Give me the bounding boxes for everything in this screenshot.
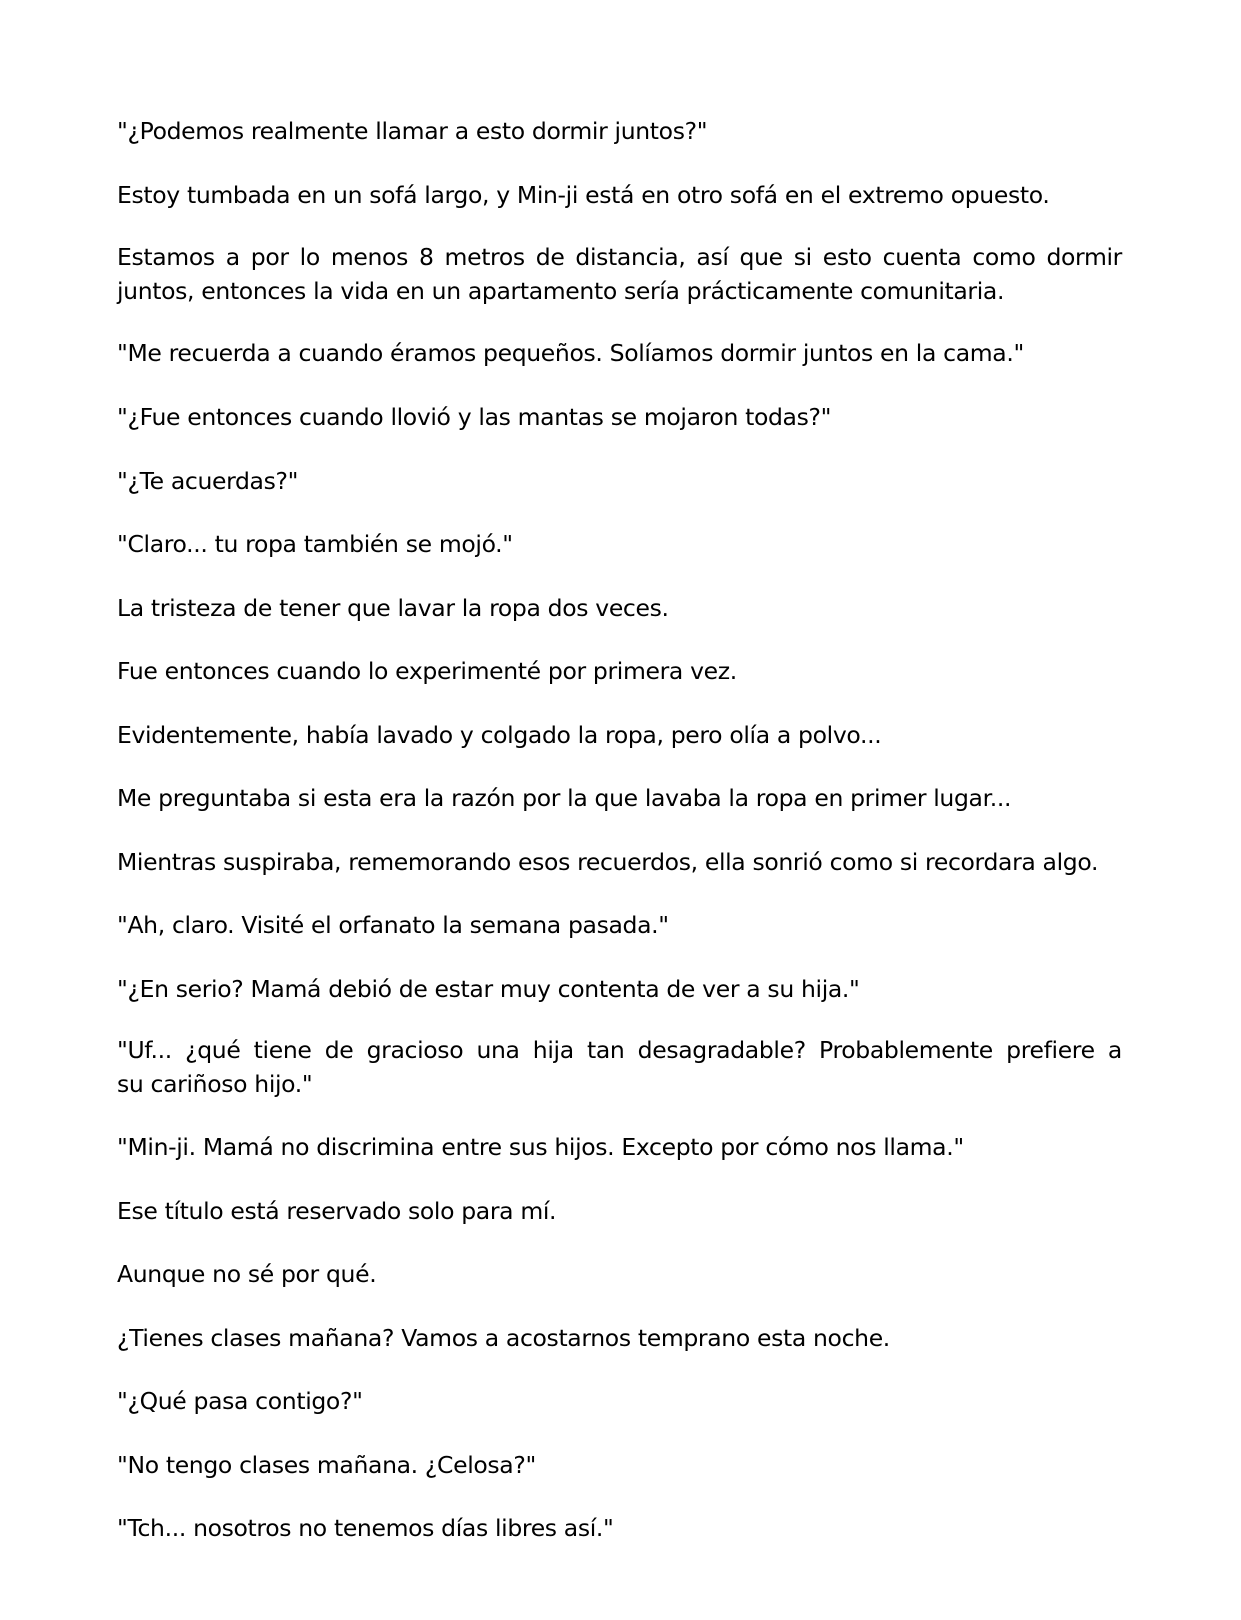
text-line: "¿Te acuerdas?" [117,467,299,495]
text-line: "¿Qué pasa contigo?" [117,1387,363,1415]
paragraph-19 [117,1321,1122,1355]
paragraph-16 [117,1130,1122,1164]
text-line: Fue entonces cuando lo experimenté por primera vez. [117,657,737,685]
paragraph-18 [117,1257,1122,1291]
paragraph-3 [117,240,1122,308]
paragraph-20 [117,1384,1122,1418]
paragraph-9 [117,654,1122,688]
paragraph-5 [117,400,1122,434]
paragraph-6 [117,464,1122,498]
text-line: "Claro... tu ropa también se mojó." [117,530,513,558]
paragraph-1 [117,114,1122,148]
text-line: "Me recuerda a cuando éramos pequeños. Solíamos dormir juntos en la cama." [117,339,1024,367]
text-line: Me preguntaba si esta era la razón por la que lavaba la ropa en primer lugar... [117,784,1012,812]
text-line: su cariñoso hijo." [117,1070,313,1098]
text-line: Mientras suspiraba, rememorando esos recuerdos, ella sonrió como si recordara algo. [117,848,1099,876]
paragraph-7 [117,527,1122,561]
paragraph-17 [117,1194,1122,1228]
text-line: Estamos a por lo menos 8 metros de distancia, así que si esto cuenta como dormir [117,243,1122,271]
paragraph-11 [117,781,1122,815]
text-line: "¿Podemos realmente llamar a esto dormir juntos?" [117,117,708,145]
text-line: "¿Fue entonces cuando llovió y las mantas se mojaron todas?" [117,403,832,431]
paragraph-22 [117,1511,1122,1545]
paragraph-2 [117,178,1122,212]
text-line: "¿En serio? Mamá debió de estar muy contenta de ver a su hija." [117,975,860,1003]
text-line: juntos, entonces la vida en un apartamento sería prácticamente comunitaria. [117,277,1005,305]
text-line: Evidentemente, había lavado y colgado la ropa, pero olía a polvo... [117,721,882,749]
text-line: Estoy tumbada en un sofá largo, y Min-ji está en otro sofá en el extremo opuesto. [117,181,1050,209]
paragraph-8 [117,591,1122,625]
text-line: ¿Tienes clases mañana? Vamos a acostarnos temprano esta noche. [117,1324,890,1352]
text-line: "No tengo clases mañana. ¿Celosa?" [117,1451,536,1479]
paragraph-10 [117,718,1122,752]
paragraph-12 [117,845,1122,879]
text-line: "Tch... nosotros no tenemos días libres así." [117,1514,614,1542]
text-line: "Uf... ¿qué tiene de gracioso una hija tan desagradable? Probablemente prefiere a [117,1036,1122,1064]
paragraph-14 [117,972,1122,1006]
text-line: Aunque no sé por qué. [117,1260,377,1288]
text-line: La tristeza de tener que lavar la ropa dos veces. [117,594,669,622]
paragraph-13 [117,908,1122,942]
text-line: "Ah, claro. Visité el orfanato la semana pasada." [117,911,669,939]
paragraph-4 [117,336,1122,370]
text-line: Ese título está reservado solo para mí. [117,1197,557,1225]
text-line: "Min-ji. Mamá no discrimina entre sus hijos. Excepto por cómo nos llama." [117,1133,964,1161]
paragraph-21 [117,1448,1122,1482]
paragraph-15 [117,1033,1122,1101]
